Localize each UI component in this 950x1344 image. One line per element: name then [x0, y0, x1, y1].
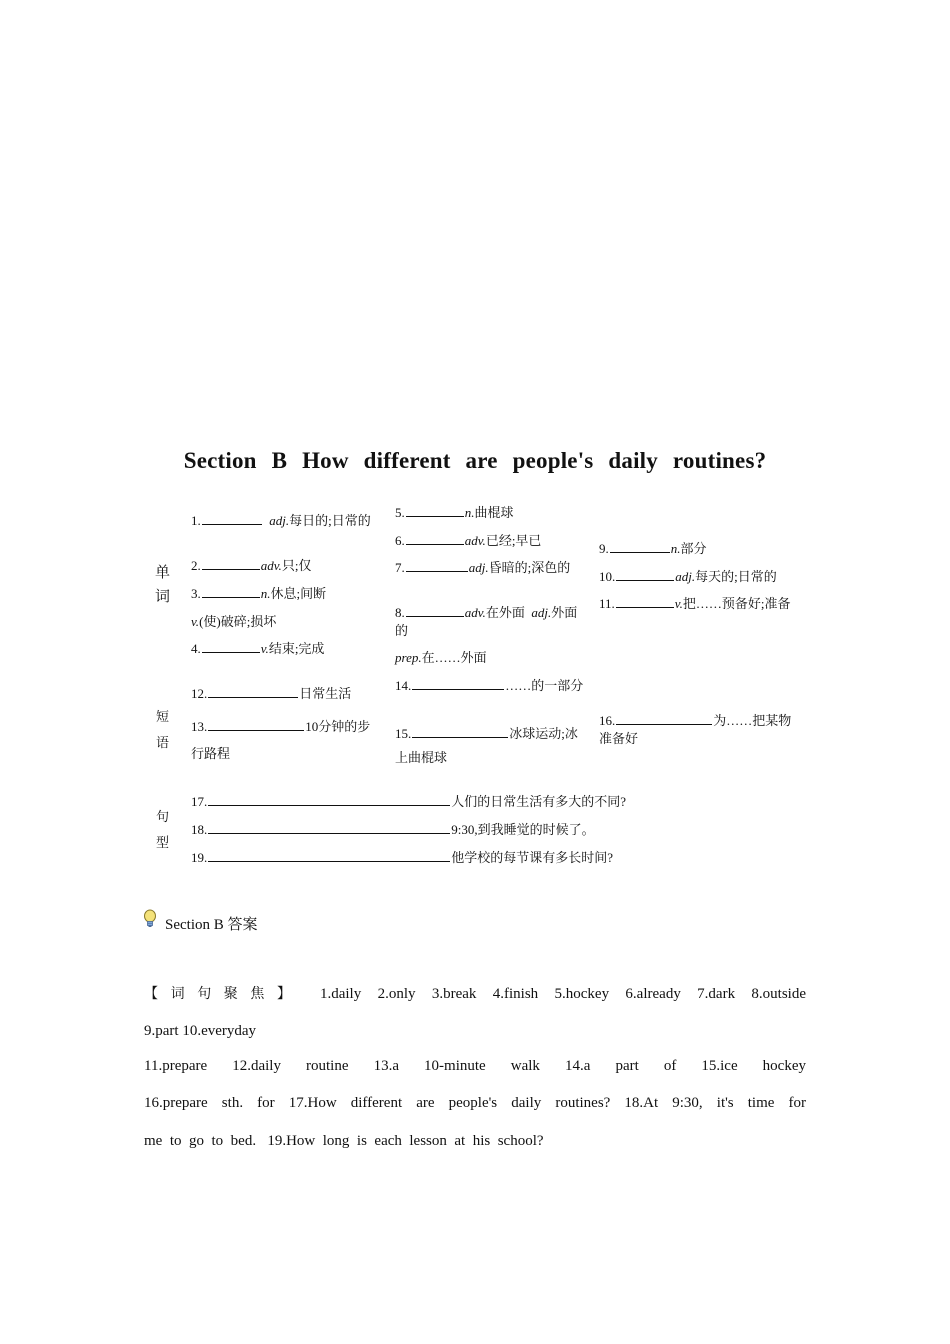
phrase-item-12: 12. 日常生活	[191, 686, 352, 701]
word-item-2: 2. adv.只;仅	[191, 558, 312, 573]
sentence-item-19: 19. 他学校的每节课有多长时间?	[191, 850, 614, 865]
blank-line	[406, 532, 464, 545]
category-words: 单词	[155, 565, 171, 605]
answer-line-2: 9.part 10.everyday	[144, 1023, 257, 1039]
answer-line-3: 11.prepare 12.daily routine 13.a 10-minute walk 14.a part of 15.ice hockey	[144, 1058, 806, 1074]
sentence-item-17: 17. 人们的日常生活有多大的不同?	[191, 794, 627, 809]
word-item-6: 6. adv.已经;早已	[395, 533, 542, 548]
lightbulb-icon	[142, 909, 158, 929]
sentence-item-18: 18. 9:30,到我睡觉的时候了。	[191, 822, 595, 837]
blank-line	[406, 604, 464, 617]
blank-line	[412, 725, 508, 738]
blank-line	[208, 821, 450, 834]
blank-line	[208, 718, 304, 731]
answer-line-4: 16.prepare sth. for 17.How different are people's daily routines? 18.At 9:30, it's time for	[144, 1095, 806, 1111]
word-item-11: 11. v.把……预备好;准备	[599, 596, 791, 611]
word-item-3-verb: v.(使)破碎;损坏	[191, 614, 277, 629]
word-item-8: 8. adv.在外面 adj.外面的	[395, 605, 578, 638]
blank-line	[616, 568, 674, 581]
phrase-item-13: 13. 10分钟的步行路程	[191, 719, 371, 761]
blank-line	[208, 685, 298, 698]
answer-heading: Section B 答案	[165, 917, 258, 933]
blank-line	[610, 540, 670, 553]
phrase-item-14: 14. ……的一部分	[395, 678, 584, 693]
blank-line	[202, 557, 260, 570]
blank-line	[202, 640, 260, 653]
word-item-8-prep: prep.在……外面	[395, 650, 487, 665]
blank-line	[202, 512, 262, 525]
word-item-3: 3. n.休息;间断	[191, 586, 327, 601]
blank-line	[616, 595, 674, 608]
category-sentences: 句型	[156, 809, 170, 850]
blank-line	[616, 712, 712, 725]
blank-line	[406, 504, 464, 517]
section-title: Section B How different are people's daily routines?	[183, 448, 767, 473]
word-item-4: 4. v.结束;完成	[191, 641, 325, 656]
word-item-5: 5. n.曲棍球	[395, 505, 514, 520]
word-item-1: 1. adj.每日的;日常的	[191, 513, 371, 528]
answer-text: 1.daily 2.only 3.break 4.finish 5.hockey 6.already 7.dark 8.outside	[319, 986, 807, 1002]
blank-line	[202, 585, 260, 598]
phrase-item-15: 15. 冰球运动;冰上曲棍球	[395, 726, 578, 765]
blank-line	[208, 849, 450, 862]
blank-line	[412, 677, 504, 690]
word-item-7: 7. adj.昏暗的;深色的	[395, 560, 571, 575]
word-item-10: 10. adj.每天的;日常的	[599, 569, 777, 584]
category-phrases: 短语	[156, 709, 170, 750]
word-item-9: 9. n.部分	[599, 541, 707, 556]
blank-line	[208, 793, 450, 806]
answer-line-1	[144, 984, 806, 1004]
answer-line-5: me to go to bed. 19.How long is each lesson at his school?	[144, 1133, 544, 1149]
blank-line	[406, 559, 468, 572]
phrase-item-16: 16. 为……把某物准备好	[599, 713, 792, 746]
answer-label: 【词句聚焦】	[144, 986, 304, 1002]
